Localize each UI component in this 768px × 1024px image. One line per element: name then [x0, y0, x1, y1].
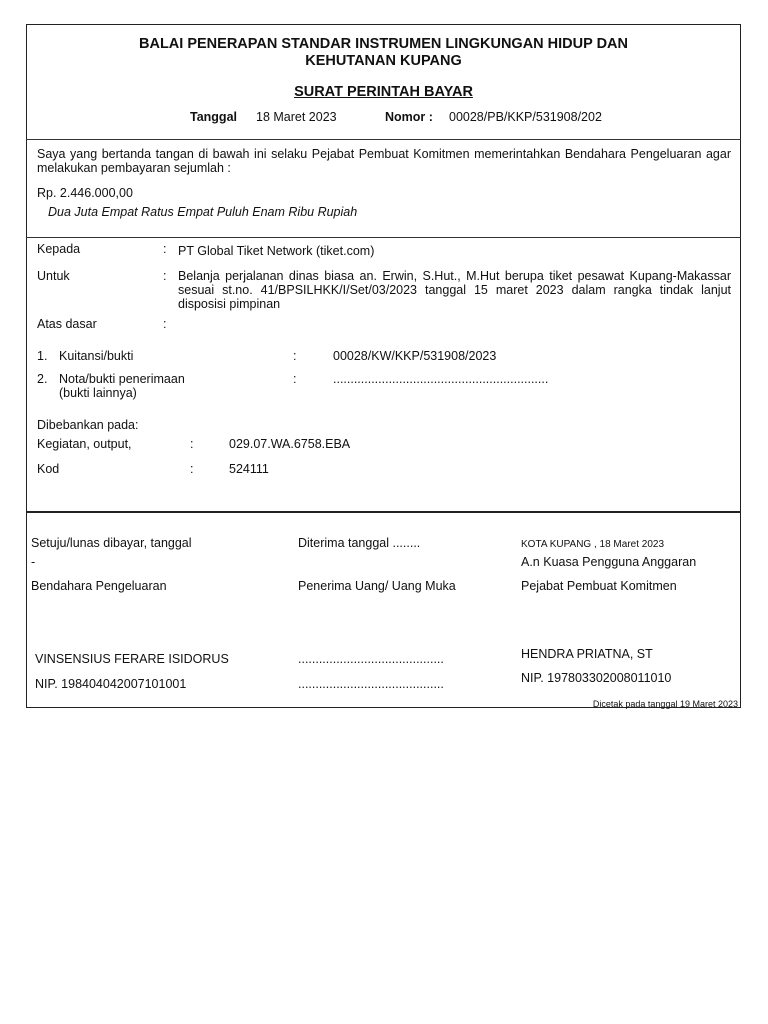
kod-value: 524111 [229, 462, 269, 476]
item-1-value: 00028/KW/KKP/531908/2023 [333, 349, 497, 363]
untuk-value: Belanja perjalanan dinas biasa an. Erwin, S.Hut., M.Hut berupa tiket pesawat Kupang-Makassar sesuai st.no. 41/BPSILHKK/I/Set/03/2023 tanggal 15 maret 2023 dalam rangka tindak lanjut disposisi pimpinan [178, 269, 731, 311]
item-2-label: Nota/bukti penerimaan [59, 372, 185, 386]
untuk-colon: : [163, 269, 167, 283]
divider-statement [26, 237, 741, 238]
kod-colon: : [190, 462, 194, 476]
untuk-label: Untuk [37, 269, 70, 283]
item-2-number: 2. [37, 372, 48, 386]
ppk-name: HENDRA PRIATNA, ST [521, 647, 653, 661]
item-2-colon: : [293, 372, 297, 386]
penerima-received-text: Diterima tanggal ........ [298, 536, 421, 550]
tanggal-label: Tanggal [190, 110, 237, 124]
kpa-on-behalf: A.n Kuasa Pengguna Anggaran [521, 555, 697, 569]
ppk-nip: NIP. 197803302008011010 [521, 671, 672, 685]
kod-label: Kod [37, 462, 60, 476]
statement-text: Saya yang bertanda tangan di bawah ini selaku Pejabat Pembuat Komitmen memerintahkan Bendahara Pengeluaran agar melakukan pembayaran sejumlah : [37, 147, 731, 175]
kepada-label: Kepada [37, 242, 81, 256]
kegiatan-colon: : [190, 437, 194, 451]
kegiatan-label: Kegiatan, output, [37, 437, 132, 451]
kepada-value: PT Global Tiket Network (tiket.com) [178, 244, 375, 258]
item-2-label-sub: (bukti lainnya) [59, 386, 137, 400]
kepada-colon: : [163, 242, 167, 256]
ppk-role: Pejabat Pembuat Komitmen [521, 579, 677, 593]
divider-signatures [26, 511, 741, 513]
bendahara-nip: NIP. 198404042007101001 [35, 677, 187, 691]
divider-header [26, 139, 741, 140]
agency-name-line1: BALAI PENERAPAN STANDAR INSTRUMEN LINGKUNGAN HIDUP DAN [139, 36, 628, 52]
amount-in-words: Dua Juta Empat Ratus Empat Puluh Enam Ribu Rupiah [48, 205, 358, 219]
nomor-label: Nomor : [385, 110, 433, 124]
penerima-role: Penerima Uang/ Uang Muka [298, 579, 456, 593]
document-frame [26, 24, 741, 708]
agency-name-line2: KEHUTANAN KUPANG [305, 53, 462, 69]
kegiatan-value: 029.07.WA.6758.EBA [229, 437, 351, 451]
document-title: SURAT PERINTAH BAYAR [294, 84, 473, 100]
bendahara-name: VINSENSIUS FERARE ISIDORUS [35, 652, 229, 666]
item-2-value: .............................................................. [333, 372, 549, 386]
printed-date: Dicetak pada tanggal 19 Maret 2023 [592, 699, 738, 709]
atas-dasar-colon: : [163, 317, 167, 331]
item-1-label: Kuitansi/bukti [59, 349, 134, 363]
amount: Rp. 2.446.000,00 [37, 186, 133, 200]
place-date: KOTA KUPANG , 18 Maret 2023 [521, 539, 665, 550]
penerima-nip: .......................................... [298, 677, 444, 691]
tanggal-value: 18 Maret 2023 [256, 110, 337, 124]
bendahara-approval-text: Setuju/lunas dibayar, tanggal [31, 536, 192, 550]
item-1-colon: : [293, 349, 297, 363]
dibebankan-label: Dibebankan pada: [37, 418, 139, 432]
bendahara-approval-date: - [31, 555, 36, 569]
nomor-value: 00028/PB/KKP/531908/202 [449, 110, 602, 124]
item-1-number: 1. [37, 349, 48, 363]
atas-dasar-label: Atas dasar [37, 317, 97, 331]
bendahara-role: Bendahara Pengeluaran [31, 579, 167, 593]
penerima-name: .......................................... [298, 652, 444, 666]
